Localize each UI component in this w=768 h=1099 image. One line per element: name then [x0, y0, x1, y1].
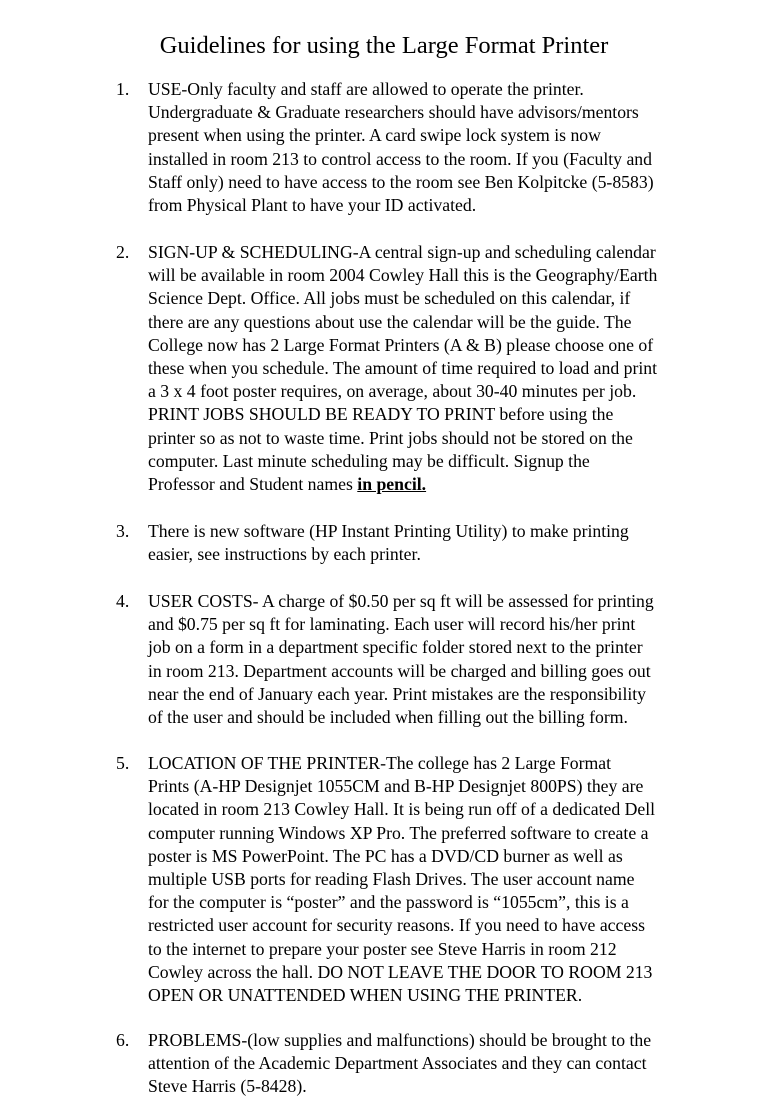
text-line: OPEN OR UNATTENDED WHEN USING THE PRINTER.: [148, 985, 583, 1006]
text-line: multiple USB ports for reading Flash Drives. The user account name: [148, 869, 635, 890]
text-line: LOCATION OF THE PRINTER-The college has 2 Large Format: [148, 753, 612, 773]
text-line: Steve Harris (5-8428).: [148, 1076, 307, 1097]
text-line: located in room 213 Cowley Hall. It is being run off of a dedicated Dell: [148, 799, 656, 820]
text-line: there are any questions about use the calendar will be the guide. The: [148, 311, 632, 332]
item-number: 3.: [116, 521, 130, 541]
item-number: 1.: [116, 79, 130, 99]
text-line: a 3 x 4 foot poster requires, on average, about 30-40 minutes per job.: [148, 381, 637, 402]
text-line: near the end of January each year. Print mistakes are the responsibility: [148, 683, 647, 704]
item-text: [148, 520, 768, 566]
item-number: 6.: [116, 1030, 130, 1050]
text-line: easier, see instructions by each printer.: [148, 544, 421, 565]
item-text: [148, 752, 768, 1007]
text-line: in room 213. Department accounts will be charged and billing goes out: [148, 660, 651, 681]
text-line: of the user and should be included when filling out the billing form.: [148, 707, 628, 728]
text-line: College now has 2 Large Format Printers (A & B) please choose one of: [148, 334, 654, 355]
text-line: and $0.75 per sq ft for laminating. Each user will record his/her print: [148, 614, 636, 635]
text-line: Cowley across the hall. DO NOT LEAVE THE DOOR TO ROOM 213: [148, 961, 653, 982]
text-line: Staff only) need to have access to the room see Ben Kolpitcke (5-8583): [148, 171, 654, 192]
text-line: Prints (A-HP Designjet 1055CM and B-HP Designjet 800PS) they are: [148, 776, 644, 797]
text-line: from Physical Plant to have your ID activated.: [148, 195, 477, 216]
text-line: will be available in room 2004 Cowley Hall this is the Geography/Earth: [148, 265, 658, 286]
item-number: 5.: [116, 753, 130, 773]
text-line: attention of the Academic Department Associates and they can contact: [148, 1053, 647, 1074]
page-title: Guidelines for using the Large Format Printer: [159, 32, 609, 59]
text-line: There is new software (HP Instant Printing Utility) to make printing: [148, 521, 629, 541]
item-number: 4.: [116, 591, 130, 611]
text-line: USE-Only faculty and staff are allowed to operate the printer.: [148, 79, 584, 99]
item-text: [148, 590, 768, 729]
text-line: to the internet to prepare your poster see Steve Harris in room 212: [148, 938, 617, 959]
text-line: computer. Last minute scheduling may be difficult. Signup the: [148, 450, 590, 471]
text-line: computer running Windows XP Pro. The preferred software to create a: [148, 822, 649, 843]
item-number: 2.: [116, 242, 130, 262]
item-text: [148, 78, 768, 217]
text-line: USER COSTS- A charge of $0.50 per sq ft will be assessed for printing: [148, 591, 654, 611]
text-line: poster is MS PowerPoint. The PC has a DVD/CD burner as well as: [148, 845, 623, 866]
text-line: Science Dept. Office. All jobs must be scheduled on this calendar, if: [148, 288, 631, 309]
text-line: PRINT JOBS SHOULD BE READY TO PRINT before using the: [148, 404, 614, 425]
text-line: SIGN-UP & SCHEDULING-A central sign-up and scheduling calendar: [148, 242, 656, 262]
text-line: for the computer is “poster” and the password is “1055cm”, this is a: [148, 892, 629, 913]
emphasis-text: in pencil.: [357, 474, 427, 495]
item-text: [148, 1029, 768, 1099]
text-line: present when using the printer. A card swipe lock system is now: [148, 125, 601, 146]
text-line: PROBLEMS-(low supplies and malfunctions) should be brought to the: [148, 1030, 652, 1050]
text-line: Undergraduate & Graduate researchers should have advisors/mentors: [148, 102, 639, 123]
text-line: job on a form in a department specific folder stored next to the printer: [148, 637, 643, 658]
text-line: restricted user account for security reasons. If you need to have access: [148, 915, 646, 936]
text-line-last: [148, 473, 768, 496]
text-line: these when you schedule. The amount of time required to load and print: [148, 358, 658, 379]
item-text: [148, 241, 768, 496]
text-line: printer so as not to waste time. Print jobs should not be stored on the: [148, 427, 633, 448]
text-line: installed in room 213 to control access to the room. If you (Faculty and: [148, 148, 652, 169]
text-line-prefix: Professor and Student names: [148, 474, 358, 495]
